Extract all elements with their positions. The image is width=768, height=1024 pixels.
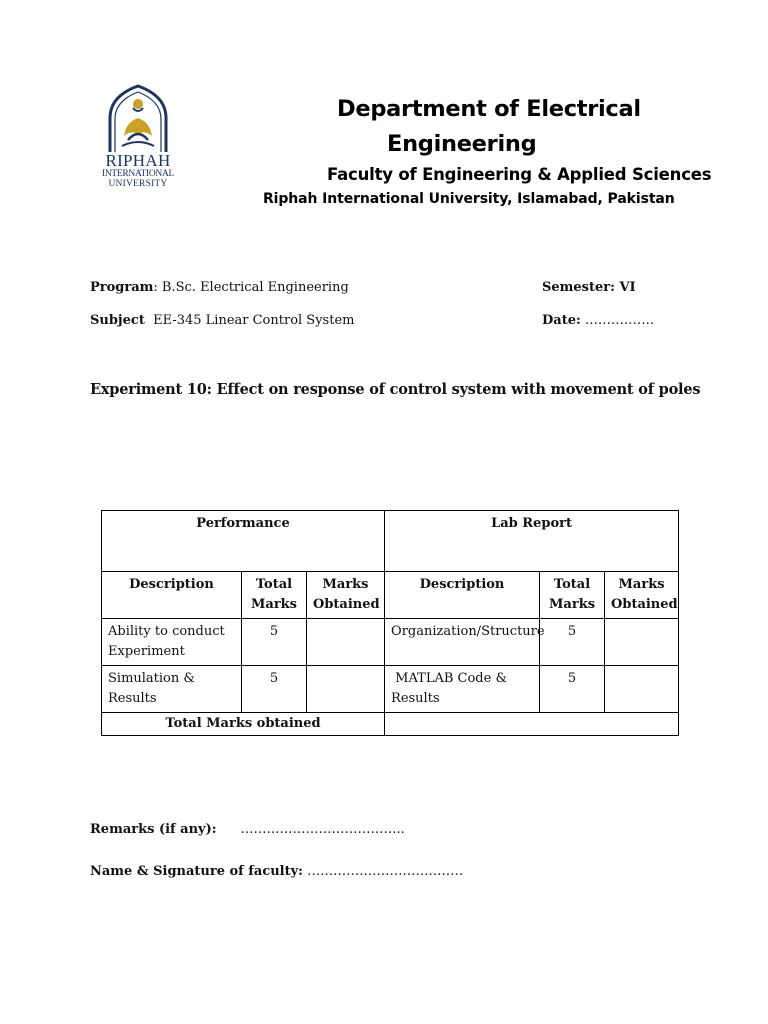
column-header-description: Description — [102, 572, 242, 619]
logo-subtitle: INTERNATIONAL — [101, 169, 175, 179]
faculty-name: Faculty of Engineering & Applied Sciences — [327, 165, 712, 184]
column-header-total-marks: Total Marks — [242, 572, 307, 619]
performance-total-cell: 5 — [242, 619, 307, 666]
total-row — [102, 713, 679, 736]
signature-field[interactable]: ……………………………… — [302, 864, 464, 879]
signature-label: Name & Signature of faculty: — [90, 864, 303, 879]
lab-obtained-cell[interactable] — [605, 619, 679, 666]
program-value: : B.Sc. Electrical Engineering — [153, 280, 349, 295]
subject-label: Subject — [90, 313, 145, 328]
logo-name: RIPHAH — [105, 151, 171, 170]
program-line — [90, 280, 349, 295]
logo-subtitle: UNIVERSITY — [108, 179, 168, 189]
remarks-field[interactable]: ……………………………….. — [240, 822, 405, 837]
performance-obtained-cell[interactable] — [307, 666, 385, 713]
semester-label: Semester: — [542, 280, 615, 295]
date-label: Date: — [542, 313, 581, 328]
performance-header: Performance — [102, 511, 385, 572]
performance-description-cell: Simulation & Results — [102, 666, 242, 713]
column-header-total-marks: Total Marks — [540, 572, 605, 619]
performance-obtained-cell[interactable] — [307, 619, 385, 666]
program-label: Program — [90, 280, 154, 295]
department-title-line2: Engineering — [387, 131, 537, 157]
lab-report-header: Lab Report — [385, 511, 679, 572]
lab-total-cell: 5 — [540, 619, 605, 666]
date-value: ……………. — [580, 313, 655, 328]
department-title: Department of Electrical — [337, 96, 641, 122]
semester-line — [542, 280, 636, 295]
column-header-marks-obtained: Marks Obtained — [307, 572, 385, 619]
remarks-label: Remarks (if any): — [90, 822, 217, 837]
university-name: Riphah International University, Islamabad, Pakistan — [263, 191, 675, 207]
performance-total-cell: 5 — [242, 666, 307, 713]
table-section-header-row — [102, 511, 679, 572]
remarks-line — [90, 822, 405, 837]
subject-value: EE-345 Linear Control System — [144, 313, 355, 328]
column-header-marks-obtained: Marks Obtained — [605, 572, 679, 619]
university-emblem-icon — [98, 84, 178, 154]
performance-description-cell: Ability to conduct Experiment — [102, 619, 242, 666]
table-row — [102, 666, 679, 713]
lab-description-cell: Organization/Structure — [385, 619, 540, 666]
column-header-description: Description — [385, 572, 540, 619]
table-row — [102, 619, 679, 666]
semester-value: VI — [614, 280, 636, 295]
marks-table — [101, 510, 679, 736]
total-marks-label: Total Marks obtained — [102, 713, 385, 736]
subject-line — [90, 313, 354, 328]
date-line — [542, 313, 654, 328]
lab-total-cell: 5 — [540, 666, 605, 713]
experiment-title: Experiment 10: Effect on response of control system with movement of poles — [90, 381, 701, 398]
signature-line — [90, 864, 463, 879]
total-marks-value[interactable] — [385, 713, 679, 736]
table-column-header-row — [102, 572, 679, 619]
lab-obtained-cell[interactable] — [605, 666, 679, 713]
lab-description-cell: MATLAB Code & Results — [385, 666, 540, 713]
